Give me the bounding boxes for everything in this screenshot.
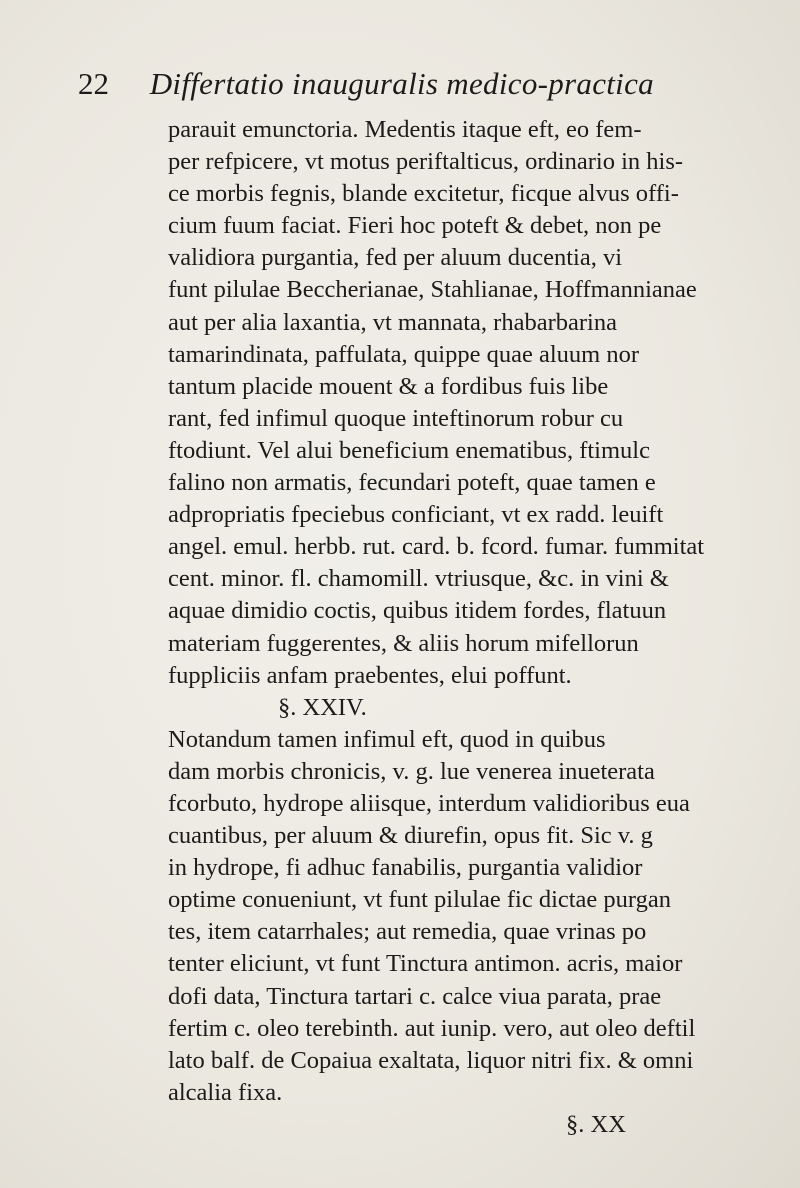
text-line: angel. emul. herbb. rut. card. b. fcord. fumar. fummitat <box>168 533 705 561</box>
text-line: in hydrope, fi adhuc fanabilis, purgantia validior <box>168 854 643 882</box>
text-line: cuantibus, per aluum & diurefin, opus fit. Sic v. g <box>168 822 653 850</box>
text-line: validiora purgantia, fed per aluum ducentia, vi <box>168 244 623 272</box>
text-line: Notandum tamen infimul eft, quod in quibus <box>168 725 606 753</box>
text-line: materiam fuggerentes, & aliis horum mifellorun <box>168 629 639 657</box>
body-text <box>168 114 800 1141</box>
text-line: fcorbuto, hydrope aliisque, interdum validioribus eua <box>168 789 690 817</box>
text-line: rant, fed infimul quoque inteftinorum robur cu <box>168 404 624 432</box>
text-line: tenter eliciunt, vt funt Tinctura antimon. acris, maior <box>168 950 683 978</box>
text-line: adpropriatis fpeciebus conficiant, vt ex radd. leuift <box>168 501 664 529</box>
text-line: dofi data, Tinctura tartari c. calce viua parata, prae <box>168 982 662 1010</box>
text-line: funt pilulae Beccherianae, Stahlianae, Hoffmannianae <box>168 276 697 304</box>
text-line: ce morbis fegnis, blande excitetur, ficque alvus offi- <box>168 180 679 208</box>
text-line: optime conueniunt, vt funt pilulae fic dictae purgan <box>168 886 672 914</box>
text-line: tes, item catarrhales; aut remedia, quae vrinas po <box>168 918 647 946</box>
section-heading: §. XXIV. <box>278 693 367 721</box>
text-line: falino non armatis, fecundari poteft, quae tamen e <box>168 469 656 497</box>
text-line: aut per alia laxantia, vt mannata, rhabarbarina <box>168 308 617 336</box>
text-line: fuppliciis anfam praebentes, elui poffunt. <box>168 661 572 689</box>
text-line: alcalia fixa. <box>168 1078 283 1106</box>
catchword: §. XX <box>566 1110 626 1138</box>
text-line: tantum placide mouent & a fordibus fuis libe <box>168 372 609 400</box>
text-line: ftodiunt. Vel alui beneficium enematibus, ftimulc <box>168 436 650 464</box>
running-title: Differtatio inauguralis medico-practica <box>149 66 654 101</box>
text-line: tamarindinata, paffulata, quippe quae aluum nor <box>168 340 640 368</box>
text-line: lato balf. de Copaiua exaltata, liquor nitri fix. & omni <box>168 1046 694 1074</box>
text-line: fertim c. oleo terebinth. aut iunip. vero, aut oleo deftil <box>168 1014 696 1042</box>
page-number: 22 <box>78 66 109 101</box>
text-line: dam morbis chronicis, v. g. lue venerea inueterata <box>168 757 655 785</box>
text-line: per refpicere, vt motus periftalticus, ordinario in his- <box>168 148 684 176</box>
running-header <box>78 66 798 102</box>
text-line: cent. minor. fl. chamomill. vtriusque, &c. in vini & <box>168 565 669 593</box>
text-line: parauit emunctoria. Medentis itaque eft, eo fem- <box>168 116 642 143</box>
text-line: cium fuum faciat. Fieri hoc poteft & debet, non pe <box>168 212 662 240</box>
text-line: aquae dimidio coctis, quibus itidem fordes, flatuun <box>168 597 667 625</box>
